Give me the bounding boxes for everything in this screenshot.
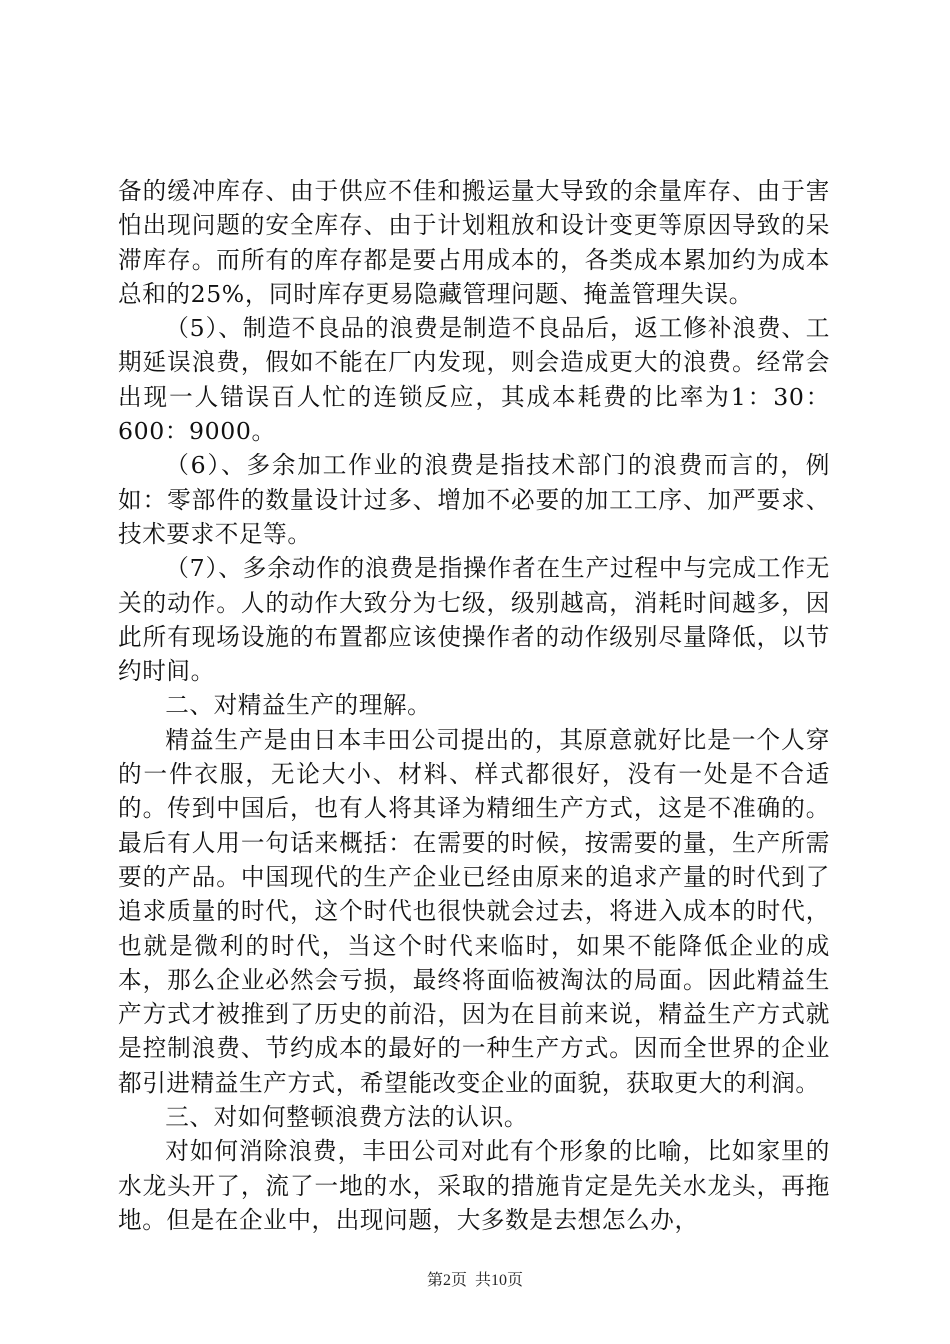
paragraph: 备的缓冲库存、由于供应不佳和搬运量大导致的余量库存、由于害怕出现问题的安全库存、由于计划粗放和设计变更等原因导致的呆滞库存。而所有的库存都是要占用成本的，各类成本累加约为成本总和的25%，同时库存更易隐藏管理问题、掩盖管理失误。 (118, 177, 830, 308)
paragraph: （5）、制造不良品的浪费是制造不良品后，返工修补浪费、工期延误浪费，假如不能在厂内发现，则会造成更大的浪费。经常会出现一人错误百人忙的连锁反应，其成本耗费的比率为1：30：600：9000。 (118, 314, 830, 446)
page-footer (0, 1267, 950, 1290)
paragraph: 精益生产是由日本丰田公司提出的，其原意就好比是一个人穿的一件衣服，无论大小、材料、样式都很好，没有一处是不合适的。传到中国后，也有人将其译为精细生产方式，这是不准确的。最后有人用一句话来概括：在需要的时候，按需要的量，生产所需要的产品。中国现代的生产企业已经由原来的追求产量的时代到了追求质量的时代，这个时代也很快就会过去，将进入成本的时代，也就是微利的时代，当这个时代来临时，如果不能降低企业的成本，那么企业必然会亏损，最终将面临被淘汰的局面。因此精益生产方式才被推到了历史的前沿，因为在目前来说，精益生产方式就是控制浪费、节约成本的最好的一种生产方式。因而全世界的企业都引进精益生产方式，希望能改变企业的面貌，获取更大的利润。 (118, 725, 830, 1097)
paragraph: 对如何消除浪费，丰田公司对此有个形象的比喻，比如家里的水龙头开了，流了一地的水，采取的措施肯定是先关水龙头，再拖地。但是在企业中，出现问题，大多数是去想怎么办， (118, 1137, 830, 1234)
paragraph: （7）、多余动作的浪费是指操作者在生产过程中与完成工作无关的动作。人的动作大致分为七级，级别越高，消耗时间越多，因此所有现场设施的布置都应该使操作者的动作级别尽量降低，以节约时间。 (118, 554, 830, 686)
section-heading: 二、对精益生产的理解。 (165, 691, 432, 720)
paragraph: （6）、多余加工作业的浪费是指技术部门的浪费而言的，例如：零部件的数量设计过多、增加不必要的加工工序、加严要求、技术要求不足等。 (118, 451, 830, 548)
page-total: 共10页 (475, 1272, 524, 1289)
page-number: 第2页 (426, 1272, 467, 1289)
section-heading: 三、对如何整顿浪费方法的认识。 (165, 1103, 529, 1132)
document-body (118, 174, 830, 1237)
